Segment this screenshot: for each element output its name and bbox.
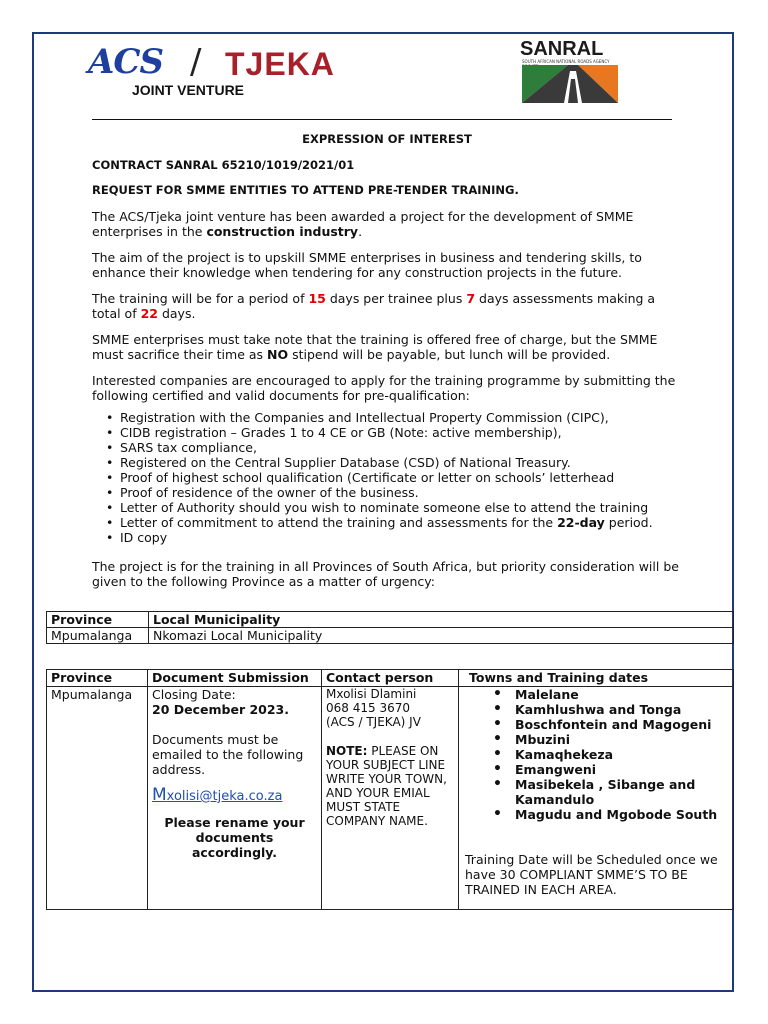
joint-venture-label: JOINT VENTURE — [132, 82, 245, 98]
column-header: Province — [47, 670, 148, 687]
paragraph-duration — [92, 291, 682, 322]
town-item: • Malelane — [515, 687, 729, 702]
award-text: The ACS/Tjeka joint venture has been awarded a project for the development of SMME enterprises in the — [92, 208, 634, 239]
rename-instruction: Please rename your documents accordingly. — [164, 814, 305, 860]
closing-date-label: Closing Date: — [152, 686, 236, 702]
commitment-text-2: period. — [604, 514, 653, 530]
assessment-days: 7 — [466, 290, 476, 306]
table-header-row — [47, 670, 734, 687]
table-row — [47, 628, 734, 644]
document-title: EXPRESSION OF INTEREST — [302, 132, 472, 146]
award-industry: construction industry — [206, 224, 359, 239]
requirement-item: • SARS tax compliance, — [120, 440, 682, 455]
commitment-text-1: Letter of commitment to attend the training and assessments for the — [120, 514, 558, 530]
town-item: • Kamaqhekeza — [515, 747, 729, 762]
tjeka-logo-text: TJEKA — [225, 46, 335, 82]
requirement-item: • ID copy — [120, 530, 682, 545]
header-divider — [92, 119, 672, 120]
town-item: • Boschfontein and Magogeni — [515, 717, 729, 732]
requirement-item: • Registration with the Companies and Intellectual Property Commission (CIPC), — [120, 410, 682, 425]
municipality-table — [46, 611, 734, 644]
stipend-no: NO — [267, 347, 289, 362]
sanral-subtitle: SOUTH AFRICAN NATIONAL ROADS AGENCY — [522, 59, 610, 64]
contract-number: CONTRACT SANRAL 65210/1019/2021/01 — [92, 157, 355, 172]
contact-name: Mxolisi Dlamini — [326, 686, 417, 701]
email-first-letter: M — [152, 784, 167, 805]
column-header: Document Submission — [148, 670, 322, 687]
closing-date: 20 December 2023. — [152, 701, 289, 717]
province-cell: Mpumalanga — [47, 686, 148, 909]
stipend-text-2: stipend will be payable, but lunch will be provided. — [288, 347, 611, 362]
requirement-item — [120, 515, 682, 530]
duration-text-2: days per trainee plus — [325, 290, 467, 306]
towns-cell — [459, 686, 734, 909]
sanral-road-icon — [522, 65, 618, 103]
note-label: NOTE: — [326, 743, 368, 758]
document-body — [92, 128, 682, 590]
column-header: Local Municipality — [149, 612, 734, 628]
email-address: xolisi@tjeka.co.za — [166, 788, 283, 804]
table-header-row — [47, 612, 734, 628]
sanral-logo — [518, 38, 618, 108]
requirement-item: • Proof of highest school qualification (Certificate or letter on schools’ letterhead — [120, 470, 682, 485]
paragraph-documents: Interested companies are encouraged to apply for the training programme by submitting the following certified and valid documents for pre-qualification: — [92, 372, 676, 403]
contact-person-cell — [322, 686, 459, 909]
table-row — [47, 686, 734, 909]
town-item: • Magudu and Mgobode South — [515, 807, 729, 822]
municipality-cell: Nkomazi Local Municipality — [149, 628, 734, 644]
email-instruction: Documents must be emailed to the following address. — [152, 731, 304, 777]
submission-table — [46, 669, 734, 910]
training-days: 15 — [308, 290, 326, 306]
column-header: Province — [47, 612, 149, 628]
contact-organisation: (ACS / TJEKA) JV — [326, 714, 421, 729]
requirement-item: • CIDB registration – Grades 1 to 4 CE or GB (Note: active membership), — [120, 425, 682, 440]
email-link[interactable] — [152, 785, 317, 805]
town-item: • Mbuzini — [515, 732, 729, 747]
duration-text-4: days. — [157, 306, 196, 321]
towns-list — [463, 687, 729, 822]
column-header: Towns and Training dates — [459, 670, 734, 687]
requirement-item: • Registered on the Central Supplier Database (CSD) of National Treasury. — [120, 455, 682, 470]
requirement-item: • Letter of Authority should you wish to nominate someone else to attend the training — [120, 500, 682, 515]
paragraph-aim: The aim of the project is to upskill SMME enterprises in business and tendering skills, to enhance their knowledge when tendering for any construction projects in the future. — [92, 249, 642, 280]
sanral-logo-text: SANRAL — [520, 38, 604, 60]
total-days: 22 — [140, 306, 158, 321]
town-item: • Masibekela , Sibange and Kamandulo — [515, 777, 729, 807]
requirements-list — [92, 410, 682, 545]
paragraph-award — [92, 209, 682, 240]
contact-phone: 068 415 3670 — [326, 700, 410, 715]
training-date-note: Training Date will be Scheduled once we have 30 COMPLIANT SMME’S TO BE TRAINED IN EACH AREA. — [465, 851, 718, 897]
acs-logo-text: ACS — [88, 42, 163, 82]
logo-slash: / — [190, 42, 202, 82]
province-cell: Mpumalanga — [47, 628, 149, 644]
award-end: . — [358, 224, 363, 239]
stipend-text-1: SMME enterprises must take note that the training is offered free of charge, but the SMME must sacrifice their time as — [92, 331, 658, 362]
column-header: Contact person — [322, 670, 459, 687]
acs-tjeka-logo — [80, 42, 340, 102]
document-submission-cell — [148, 686, 322, 909]
subject-note — [326, 744, 454, 828]
paragraph-province-priority: The project is for the training in all Provinces of South Africa, but priority consideration will be given to the following Province as a matter of urgency: — [92, 558, 679, 589]
town-item: • Kamhlushwa and Tonga — [515, 702, 729, 717]
commitment-days: 22-day — [557, 514, 605, 530]
duration-text-3: days assessments making a total of — [92, 290, 656, 321]
request-heading: REQUEST FOR SMME ENTITIES TO ATTEND PRE-TENDER TRAINING. — [92, 183, 519, 197]
town-item: • Emangweni — [515, 762, 729, 777]
paragraph-stipend — [92, 332, 682, 363]
requirement-item: • Proof of residence of the owner of the business. — [120, 485, 682, 500]
note-text: PLEASE ON YOUR SUBJECT LINE WRITE YOUR TOWN, AND YOUR EMIAL MUST STATE COMPANY NAME. — [326, 743, 447, 828]
duration-text-1: The training will be for a period of — [92, 290, 309, 306]
